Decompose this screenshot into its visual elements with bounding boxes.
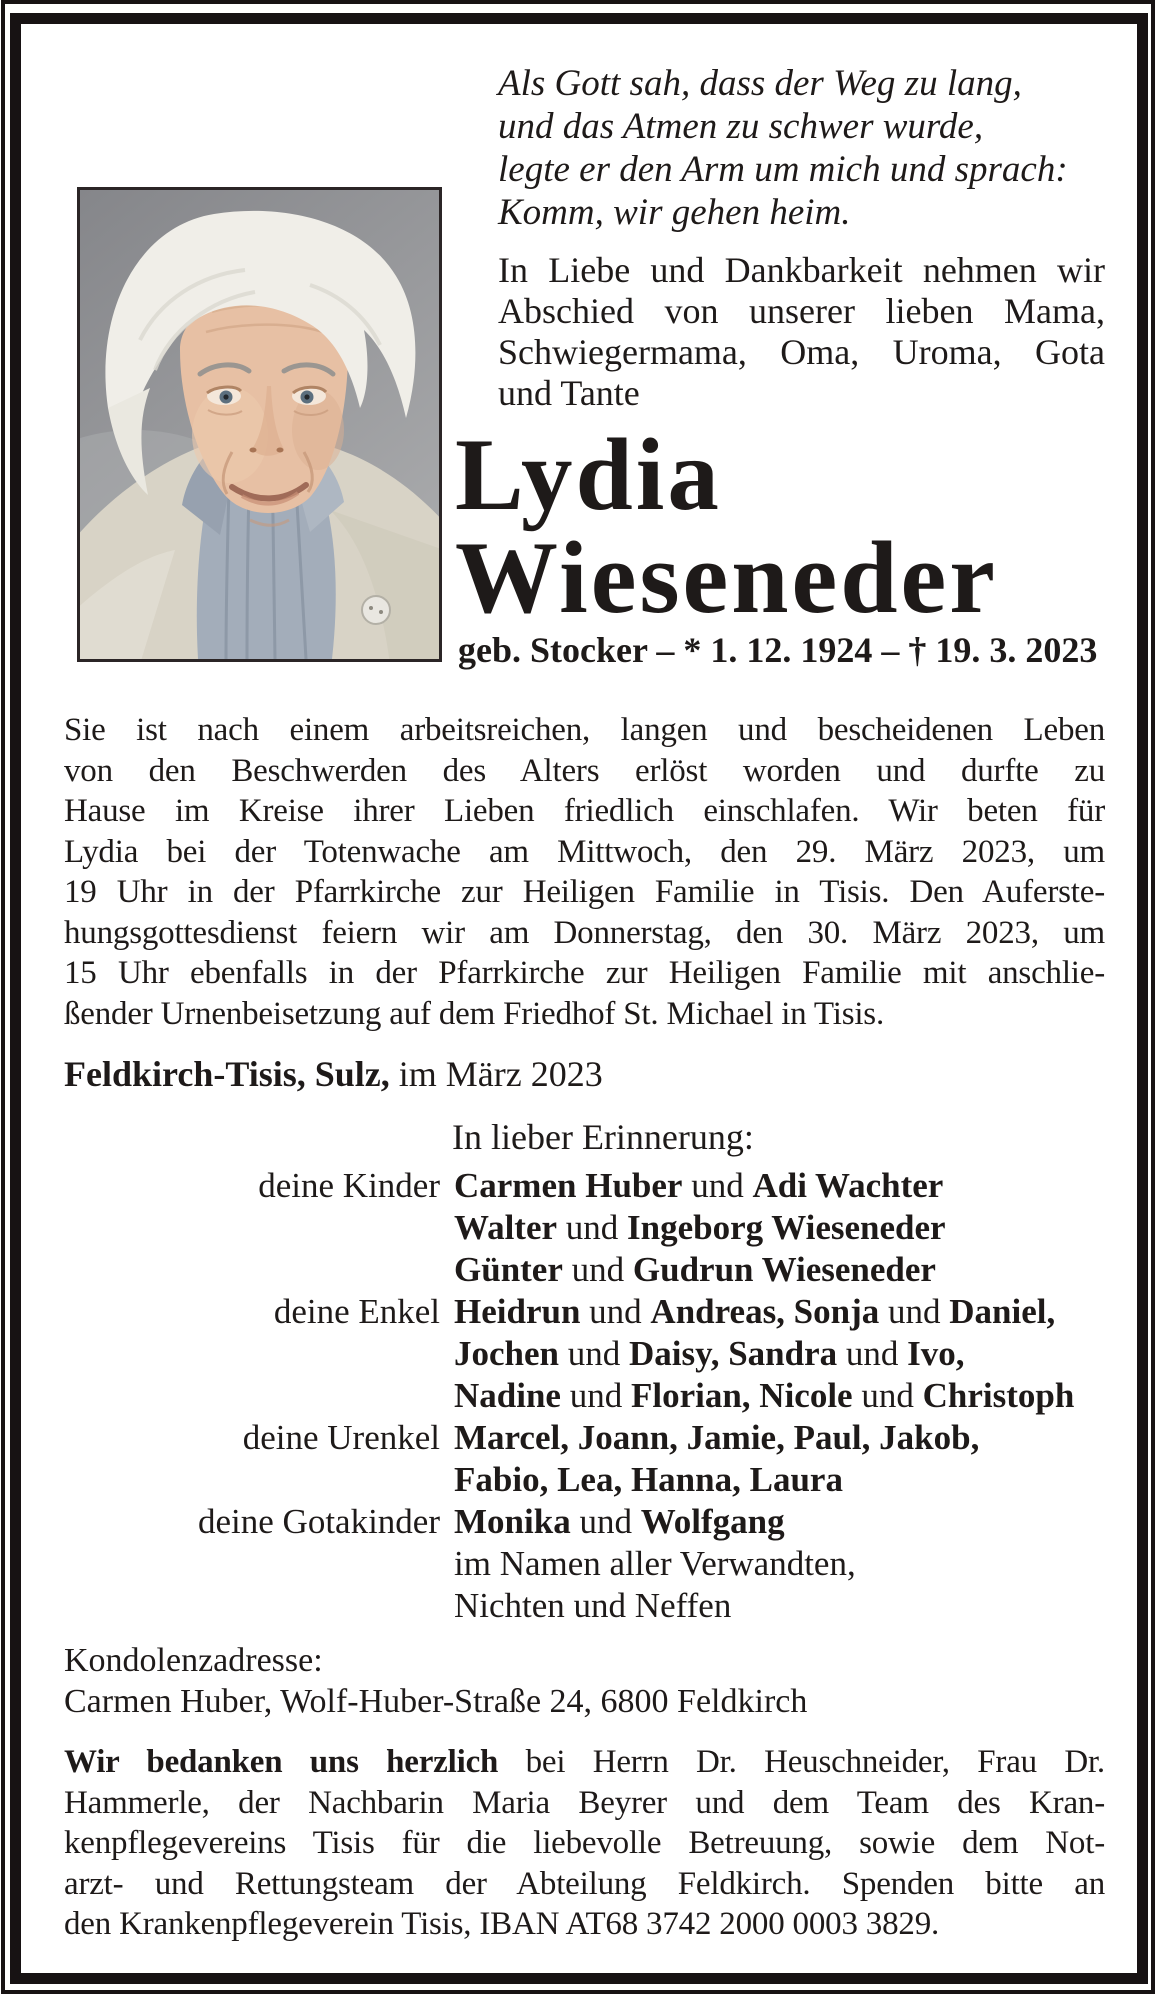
family-names: [454, 1417, 979, 1459]
funeral-info-text: [64, 710, 1105, 1034]
family-name: Ivo,: [907, 1334, 965, 1373]
condolence-block: [64, 1640, 807, 1722]
thanks-line: Hammerle, der Nachbarin Maria Beyrer und dem Team des Kran-: [64, 1784, 1105, 1821]
portrait-elderly-woman: [80, 190, 439, 659]
family-name: Gudrun Wieseneder: [632, 1250, 936, 1289]
body-line: hungsgottesdienst feiern wir am Donnerstag, den 30. März 2023, um: [64, 914, 1105, 951]
family-names: [454, 1291, 1055, 1333]
family-name: Marcel, Joann, Jamie, Paul, Jakob,: [454, 1418, 980, 1457]
family-connector: und: [560, 1376, 631, 1415]
family-list: [60, 1165, 1074, 1627]
intro-line: Abschied von unserer lieben Mama,: [498, 291, 1105, 331]
family-names: [454, 1585, 731, 1627]
deceased-first-name: Lydia: [455, 418, 722, 532]
thanks-rest: bei Herrn Dr. Heuschneider, Frau Dr.: [498, 1744, 1105, 1780]
verse-line: Komm, wir gehen heim.: [498, 192, 851, 233]
dateline-date: im März 2023: [389, 1054, 603, 1094]
remembrance-heading: In lieber Erinnerung:: [452, 1117, 754, 1157]
family-connector: und: [852, 1376, 923, 1415]
family-relation-label: [60, 1207, 440, 1249]
thanks-bold-lead: Wir bedanken uns herzlich: [64, 1744, 499, 1780]
family-name: Daniel,: [949, 1292, 1056, 1331]
intro-line: Schwiegermama, Oma, Uroma, Gota: [498, 332, 1105, 372]
family-relation-label: [60, 1459, 440, 1501]
family-row: [60, 1585, 1074, 1627]
relatives-note: Nichten und Neffen: [454, 1586, 732, 1625]
button: [362, 596, 390, 624]
family-connector: und: [682, 1166, 753, 1205]
family-connector: und: [557, 1208, 628, 1247]
family-relation-label: [60, 1585, 440, 1627]
intro-line: und Tante: [498, 373, 640, 413]
family-name: Nadine: [454, 1376, 561, 1415]
family-relation-label: [60, 1375, 440, 1417]
family-connector: und: [837, 1334, 908, 1373]
family-names: [454, 1459, 843, 1501]
dateline: [64, 1053, 603, 1095]
relatives-note: im Namen aller Verwandten,: [454, 1544, 856, 1583]
family-relation-label: deine Kinder: [258, 1166, 440, 1205]
verse-line: und das Atmen zu schwer wurde,: [498, 106, 984, 147]
family-relation-label: [60, 1543, 440, 1585]
family-name: Jochen: [454, 1334, 559, 1373]
family-names: [454, 1333, 965, 1375]
condolence-address-label: Kondolenzadresse:: [64, 1642, 323, 1679]
dateline-place: Feldkirch-Tisis, Sulz,: [64, 1054, 390, 1094]
family-name: Heidrun: [454, 1292, 581, 1331]
body-line: Sie ist nach einem arbeitsreichen, langen und bescheidenen Leben: [64, 712, 1105, 748]
thanks-line: [64, 1742, 1105, 1783]
condolence-address: Carmen Huber, Wolf-Huber-Straße 24, 6800 Feldkirch: [64, 1683, 808, 1720]
body-line: Hause im Kreise ihrer Lieben friedlich einschlafen. Wir beten für: [64, 793, 1105, 829]
family-connector: und: [570, 1502, 641, 1541]
body-line: ßender Urnenbeisetzung auf dem Friedhof St. Michael in Tisis.: [64, 995, 885, 1032]
family-names: [454, 1375, 1074, 1417]
body-line: von den Beschwerden des Alters erlöst worden und durfte zu: [64, 752, 1105, 789]
verse-line: Als Gott sah, dass der Weg zu lang,: [498, 63, 1022, 104]
family-row: [60, 1207, 1074, 1249]
family-relation-label: deine Enkel: [273, 1292, 440, 1331]
birth-death-line: geb. Stocker – * 1. 12. 1924 – † 19. 3. 2023: [458, 630, 1098, 670]
thanks-text: [64, 1742, 1105, 1945]
family-row: [60, 1543, 1074, 1585]
deceased-name: [455, 418, 998, 635]
family-names: [454, 1165, 943, 1207]
thanks-line: kenpflegevereins Tisis für die liebevolle Betreuung, sowie dem Not-: [64, 1825, 1105, 1861]
family-relation-label: [60, 1249, 440, 1291]
family-name: Daisy, Sandra: [629, 1334, 838, 1373]
family-name: Wolfgang: [640, 1502, 785, 1541]
family-names: [454, 1249, 936, 1291]
family-name: Christoph: [922, 1376, 1075, 1415]
body-line: 15 Uhr ebenfalls in der Pfarrkirche zur Heiligen Familie mit anschlie-: [64, 955, 1105, 991]
family-connector: und: [559, 1334, 629, 1373]
intro-line: In Liebe und Dankbarkeit nehmen wir: [498, 250, 1105, 290]
body-line: Lydia bei der Totenwache am Mittwoch, den 29. März 2023, um: [64, 833, 1105, 870]
family-name: Fabio, Lea, Hanna, Laura: [454, 1460, 843, 1499]
family-relation-label: [60, 1333, 440, 1375]
family-connector: und: [562, 1250, 633, 1289]
memorial-photo: [77, 187, 442, 662]
family-names: [454, 1501, 785, 1543]
family-name: Monika: [454, 1502, 571, 1541]
family-row: [60, 1417, 1074, 1459]
family-row: [60, 1459, 1074, 1501]
family-row: [60, 1501, 1074, 1543]
family-name: Carmen Huber: [454, 1166, 683, 1205]
body-line: 19 Uhr in der Pfarrkirche zur Heiligen Familie in Tisis. Den Auferste-: [64, 874, 1105, 910]
family-names: [454, 1207, 946, 1249]
family-connector: und: [879, 1292, 950, 1331]
family-row: [60, 1291, 1074, 1333]
verse-line: legte er den Arm um mich und sprach:: [498, 149, 1068, 190]
family-row: [60, 1165, 1074, 1207]
family-name: Florian, Nicole: [630, 1376, 853, 1415]
family-relation-label: deine Gotakinder: [198, 1502, 440, 1541]
family-name: Walter: [454, 1208, 558, 1247]
family-name: Ingeborg Wieseneder: [627, 1208, 946, 1247]
verse-block: [498, 62, 1068, 234]
family-row: [60, 1375, 1074, 1417]
deceased-last-name: Wieseneder: [455, 521, 998, 635]
intro-text: [498, 250, 1105, 414]
thanks-line: arzt- und Rettungsteam der Abteilung Feldkirch. Spenden bitte an: [64, 1865, 1105, 1902]
family-name: Günter: [454, 1250, 563, 1289]
family-relation-label: deine Urenkel: [242, 1418, 440, 1457]
family-name: Andreas, Sonja: [650, 1292, 880, 1331]
family-name: Adi Wachter: [752, 1166, 944, 1205]
family-row: [60, 1333, 1074, 1375]
family-connector: und: [580, 1292, 651, 1331]
thanks-line: den Krankenpflegeverein Tisis, IBAN AT68 3742 2000 0003 3829.: [64, 1906, 940, 1942]
family-row: [60, 1249, 1074, 1291]
family-names: [454, 1543, 856, 1585]
